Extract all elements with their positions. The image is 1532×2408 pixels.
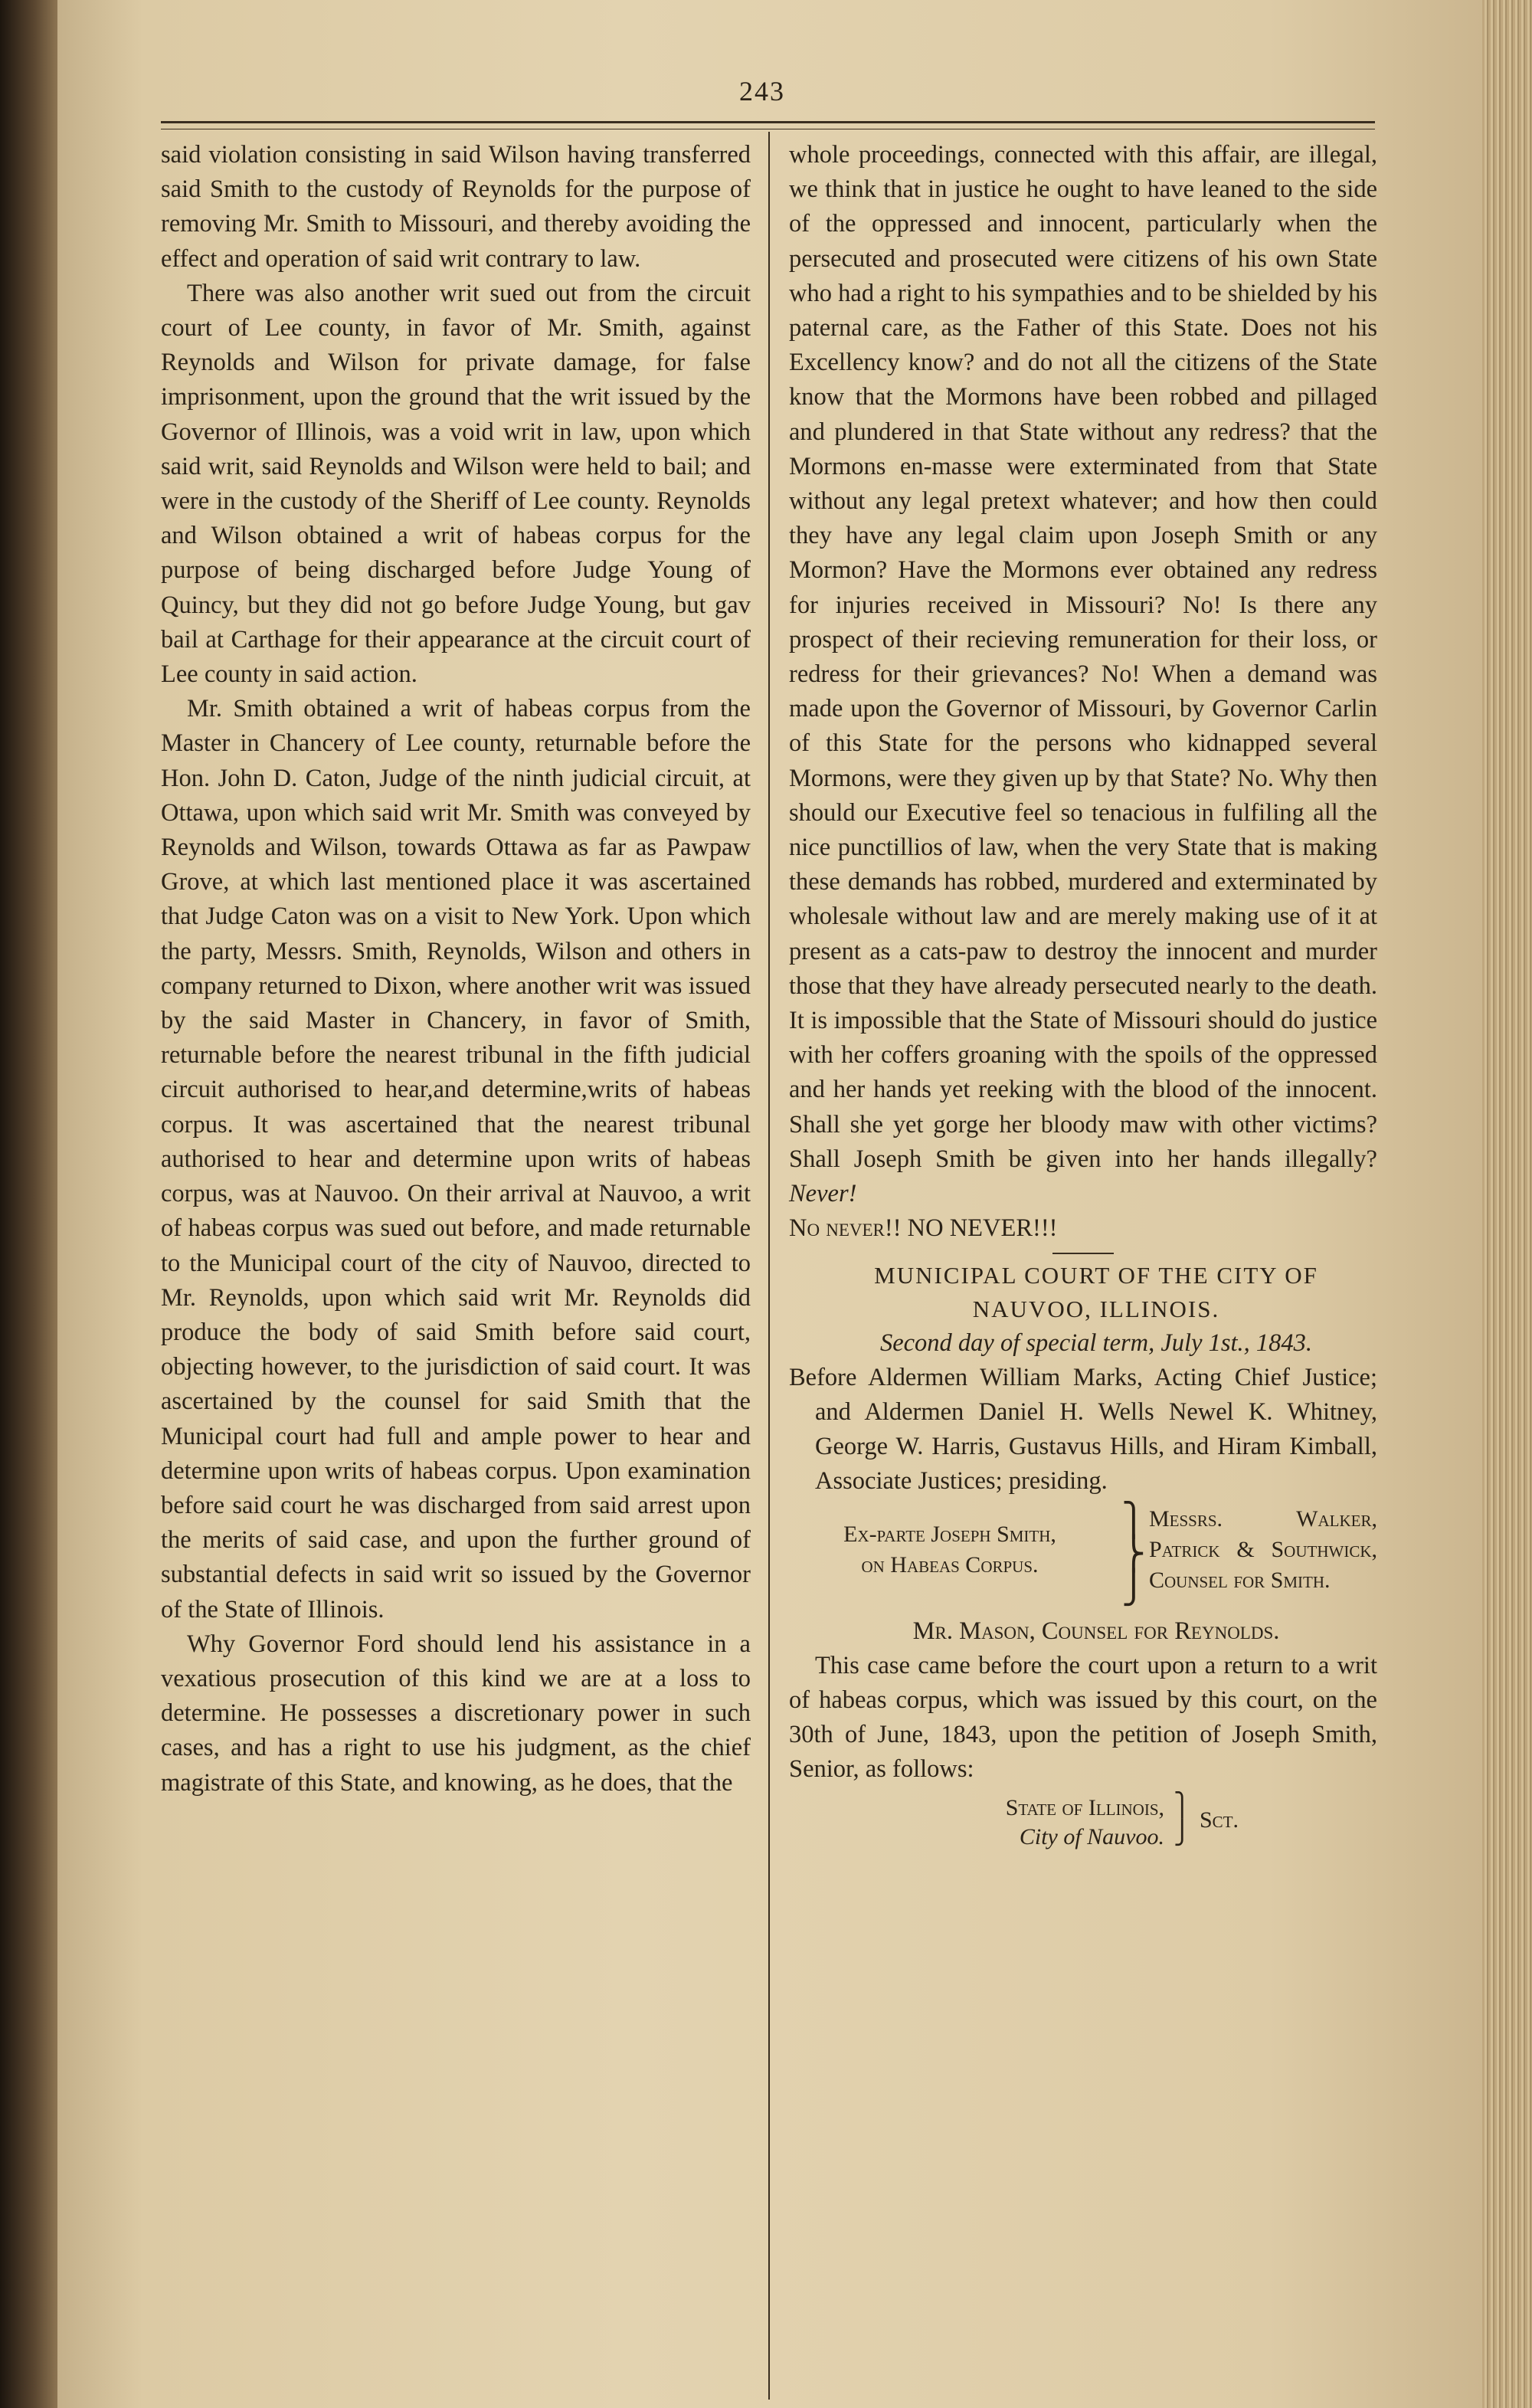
section-rule bbox=[1052, 1253, 1114, 1254]
left-paragraph-governor-ford: Why Governor Ford should lend his assistance in a vexatious prosecution of this kind we are at a loss to determine. He possesses a discretionary power in such cases, and has a right to use his judgment, as the chief magistrate of this State, and knowing, as he does, that the bbox=[161, 1630, 751, 1797]
state-caption bbox=[789, 1790, 1377, 1867]
book-spine-shadow bbox=[0, 0, 57, 2408]
case-title bbox=[789, 1519, 1111, 1581]
state-brace: ⎫ ⎭ bbox=[1174, 1792, 1191, 1846]
left-column bbox=[161, 138, 751, 2398]
sct-label: Sct. bbox=[1200, 1807, 1239, 1833]
no-never-smallcaps: No never bbox=[789, 1214, 885, 1243]
page-number: 243 bbox=[739, 76, 785, 106]
aldermen-paragraph bbox=[789, 1361, 1377, 1499]
left-paragraph-habeas-corpus: Mr. Smith obtained a writ of habeas corpus from the Master in Chancery of Lee county, returnable before the Hon. John D. Caton, Judge of the ninth judicial circuit, at Ottawa, upon which said writ Mr. Smith was conveyed by Reynolds and Wilson, towards Ottawa as far as Pawpaw Grove, at which last mentioned place it was ascertained that Judge Caton was on a visit to New York. Upon which the party, Messrs. Smith, Reynolds, Wilson and others in company returned to Dixon, where another writ was issued by the said Master in Chancery, in favor of Smith, returnable before the nearest tribunal in the fifth judicial circuit authorised to hear,and determine,writs of habeas corpus. It was ascertained that the nearest tribunal authorised to hear and determine upon writs of habeas corpus, was at Nauvoo. On their arrival at Nauvoo, a writ of habeas corpus was sued out before, and made returnable to the Municipal court of the city of Nauvoo, directed to Mr. Reynolds, upon which said writ Mr. Reynolds did produce the body of said Smith before said court, objecting however, to the jurisdiction of said court. It was ascertained by the counsel for said Smith that the Municipal court had full and ample power to hear and determine upon writs of habeas corpus. Upon examination before said court he was discharged from said arrest upon the merits of said case, and upon the further ground of substantial defects in said writ so issued by the Governor of the State of Illinois. bbox=[161, 695, 751, 1623]
counsel-for-reynolds: Mr. Mason, Counsel for Reynolds. bbox=[912, 1617, 1280, 1645]
section-subheading: Second day of special term, July 1st., 1843. bbox=[879, 1328, 1313, 1357]
section-heading-line2: NAUVOO, ILLINOIS. bbox=[972, 1295, 1220, 1322]
left-paragraph-writ-lee-county: There was also another writ sued out from the circuit court of Lee county, in favor of Mr. Smith, against Reynolds and Wilson for private damage, for false imprisonment, upon the ground that the writ issued by the Governor of Illinois, was a void writ in law, upon which said writ, said Reynolds and Wilson were held to bail; and were in the custody of the Sheriff of Lee county. Reynolds and Wilson obtained a writ of habeas corpus for the purpose of being discharged before Judge Young of Quincy, but they did not go before Judge Young, but gav bail at Carthage for their appearance at the circuit court of Lee county in said action. bbox=[161, 279, 751, 689]
right-paragraph-continued bbox=[789, 138, 1377, 1247]
case-caption bbox=[789, 1504, 1377, 1611]
case-title-line1: Ex-parte Joseph Smith, bbox=[843, 1521, 1056, 1547]
column-divider bbox=[768, 132, 770, 2400]
header-rule bbox=[161, 121, 1375, 123]
page-edges bbox=[1482, 0, 1532, 2408]
counsel-for-smith: Messrs. Walker, Patrick & Southwick, Counsel for Smith. bbox=[1149, 1505, 1377, 1593]
state-lines bbox=[858, 1794, 1164, 1852]
case-title-line2: on Habeas Corpus. bbox=[861, 1551, 1039, 1577]
right-paragraph-body: whole proceedings, connected with this affair, are illegal, we think that in justice he ought to have leaned to the side of the oppressed and innocent, particularly when the persecuted and prosecuted were citizens of his own State who had a right to his sympathies and to be shielded by his paternal care, as the Father of this State. Does not his Excellency know? and do not all the citizens of the State know that the Mormons have been robbed and pillaged and plundered in that State without any redress? that the Mormons en-masse were exterminated from that State without any legal pretext whatever; and how then could they have any legal claim upon Joseph Smith or any Mormon? Have the Mormons ever obtained any redress for injuries received in Missouri? No! Is there any prospect of their recieving remuneration for their loss, or redress for their grievances? No! When a demand was made upon the Governor of Missouri, by Governor Carlin of this State for the persons who kidnapped several Mormons, were they given up by that State? No. Why then should our Executive feel so tenacious in fulfiling all the nice punctillios of law, when the very State that is making these demands has robbed, murdered and exterminated by wholesale without law and are merely making use of it at present as a cats-paw to destroy the innocent and murder those that they have already persecuted nearly to the death. It is impossible that the State of Missouri should do justice with her coffers groaning with the spoils of the oppressed and her hands yet reeking with the blood of the innocent. Shall she yet gorge her bloody maw with other victims? Shall Joseph Smith be given into her hands illegally? bbox=[789, 141, 1377, 1173]
case-brace: ⎫ ⎬ ⎭ bbox=[1121, 1502, 1146, 1606]
aldermen-text: Before Aldermen William Marks, Acting Chief Justice; and Aldermen Daniel H. Wells Newel K. Whitney, George W. Harris, Gustavus Hills, and Hiram Kimball, Associate Justices; presiding. bbox=[789, 1363, 1377, 1496]
never-italic: Never! bbox=[789, 1180, 857, 1208]
no-never-caps: !! NO NEVER!!! bbox=[884, 1214, 1058, 1243]
state-line1: State of Illinois, bbox=[1005, 1794, 1164, 1820]
section-heading-line1: MUNICIPAL COURT OF THE CITY OF bbox=[874, 1261, 1318, 1289]
left-paragraph-continued: said violation consisting in said Wilson having transferred said Smith to the custody of Reynolds for the purpose of removing Mr. Smith to Missouri, and thereby avoiding the effect and operation of said writ contrary to law. bbox=[161, 141, 751, 273]
right-paragraph-case: This case came before the court upon a return to a writ of habeas corpus, which was issued by this court, on the 30th of June, 1843, upon the petition of Joseph Smith, Senior, as follows: bbox=[789, 1651, 1377, 1784]
right-column bbox=[789, 138, 1377, 2398]
state-line2: City of Nauvoo. bbox=[1019, 1823, 1164, 1849]
